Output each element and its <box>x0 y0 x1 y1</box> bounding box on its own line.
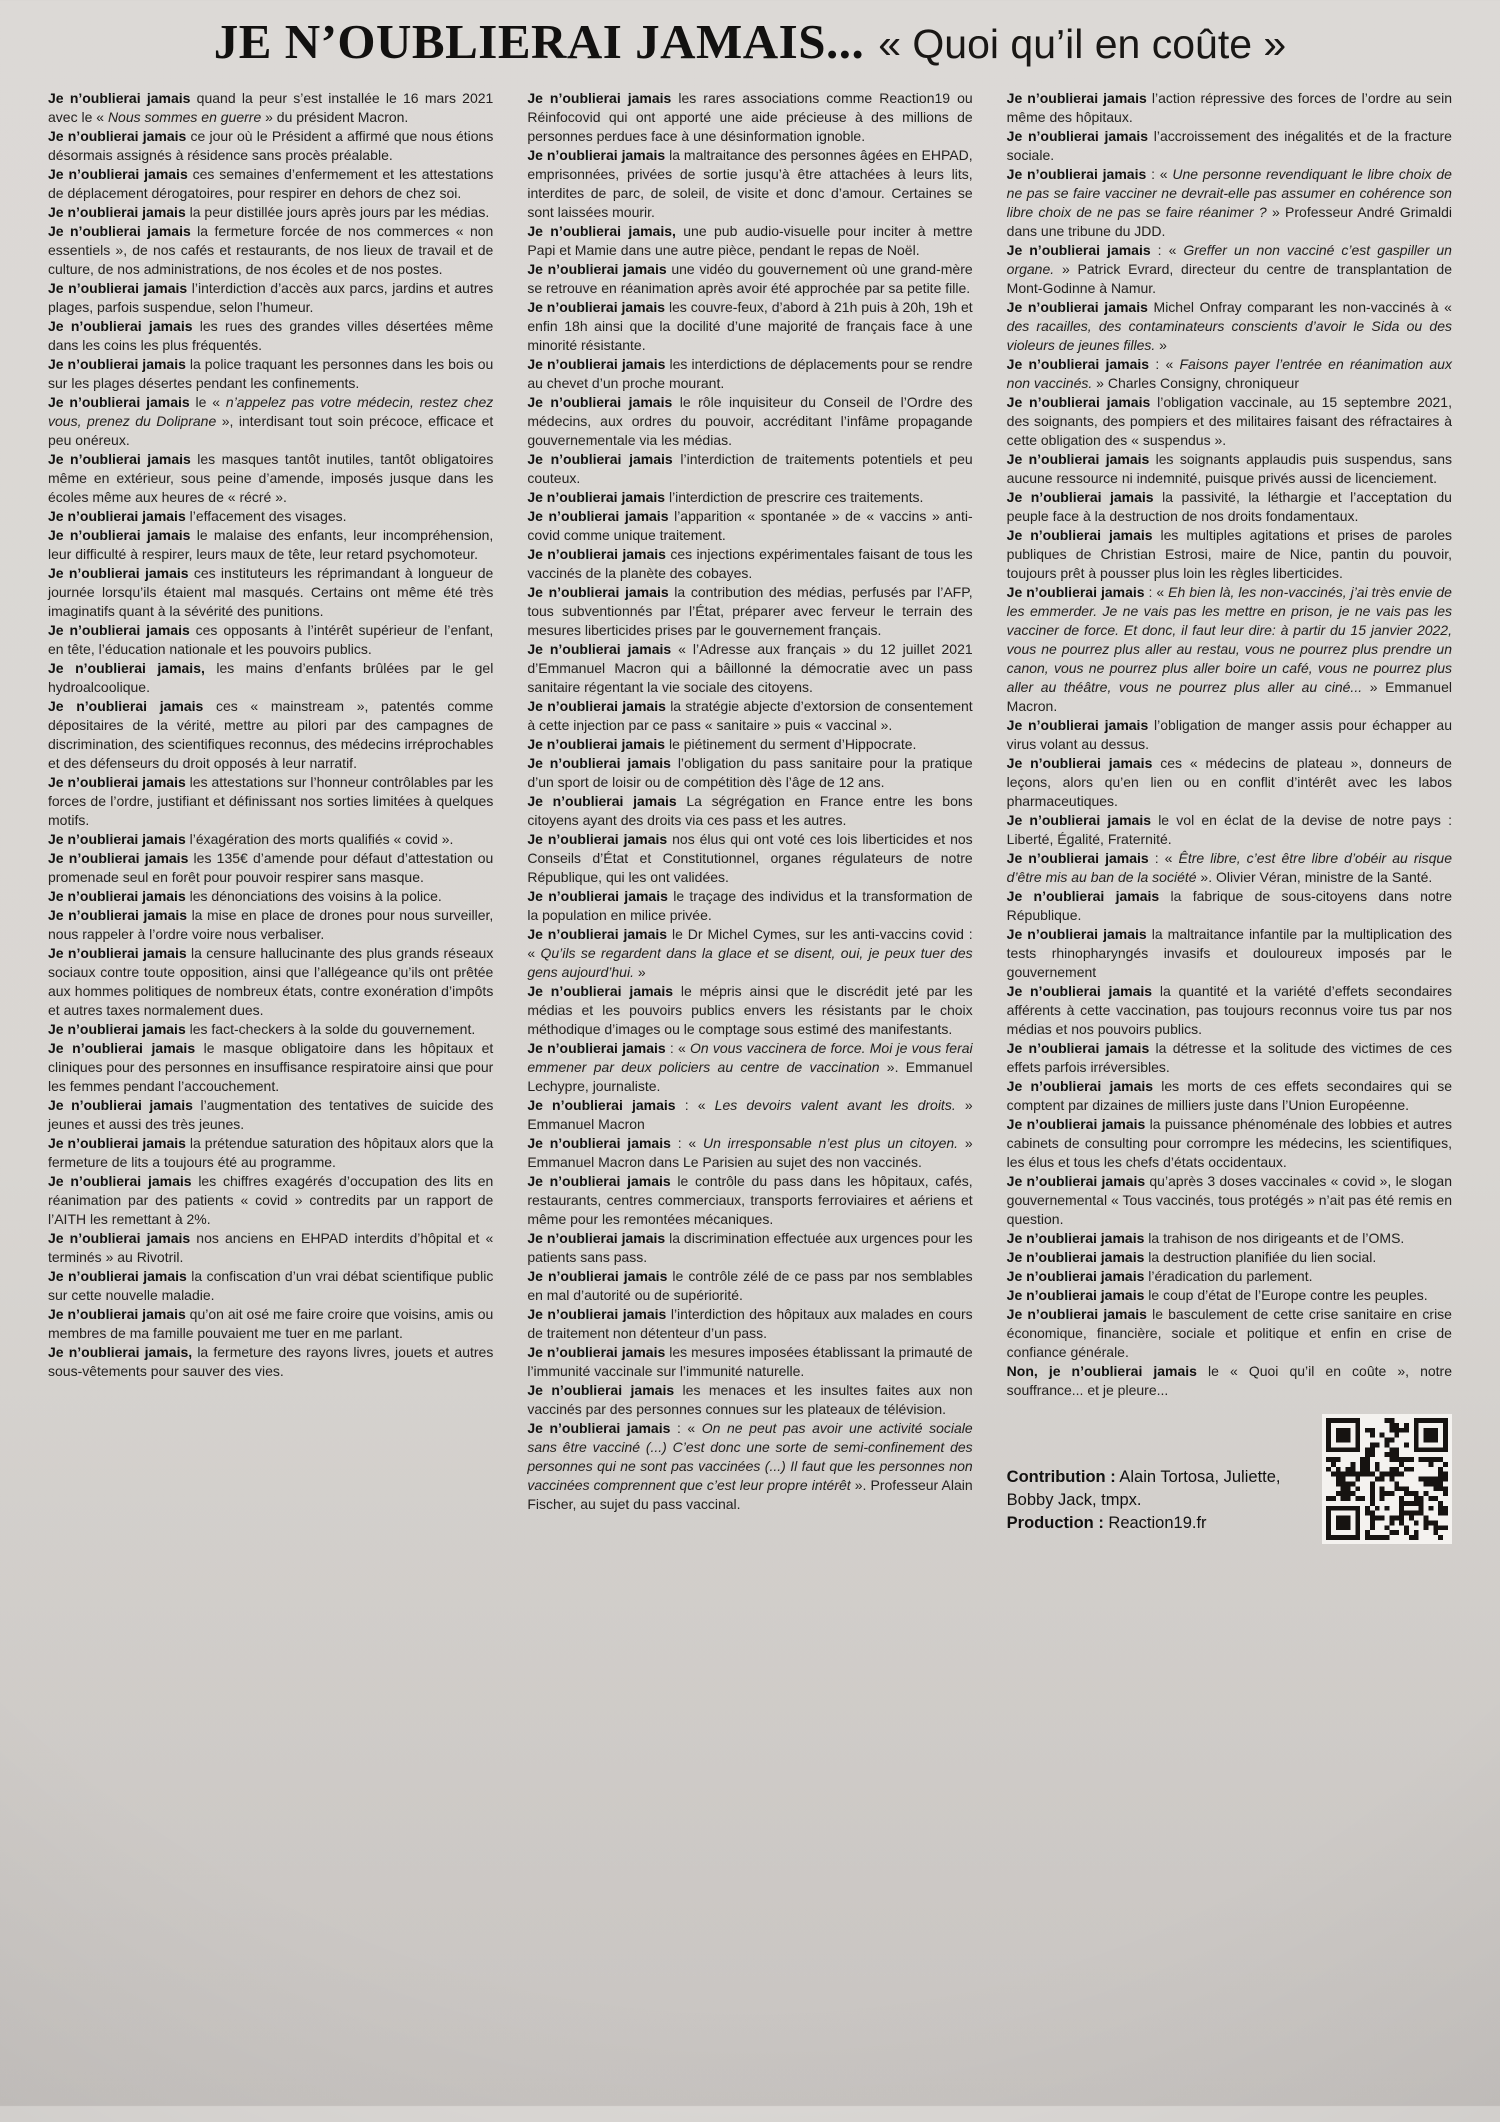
paragraph-lead: Non, je n’oublierai jamais <box>1006 1363 1197 1380</box>
paragraph: Je n’oublierai jamais Michel Onfray comparant les non-vaccinés à « des racailles, des contaminateurs conscients d’avoir le Sida ou des violeurs de jeunes filles. » <box>1006 299 1452 354</box>
paragraph: Je n’oublierai jamais La ségrégation en France entre les bons citoyens ayant des droits via ces pass et les autres. <box>527 793 973 829</box>
paragraph-lead: Je n’oublierai jamais <box>1006 584 1145 601</box>
paragraph-lead: Je n’oublierai jamais, <box>527 223 676 240</box>
paragraph-lead: Je n’oublierai jamais <box>1006 299 1148 316</box>
paragraph: Je n’oublierai jamais la destruction planifiée du lien social. <box>1006 1249 1377 1266</box>
paragraph-lead: Je n’oublierai jamais <box>48 223 191 240</box>
paragraph: Je n’oublierai jamais ces opposants à l’intérêt supérieur de l’enfant, en tête, l’éducation nationale et les pouvoirs publics. <box>48 622 494 658</box>
paragraph-lead: Je n’oublierai jamais <box>527 489 666 506</box>
credits-row <box>1007 1414 1452 1544</box>
paragraph: Je n’oublierai jamais l’interdiction de traitements potentiels et peu couteux. <box>527 451 973 487</box>
paragraph: Je n’oublierai jamais la contribution des médias, perfusés par l’AFP, tous subventionnés par l’État, préparer avec ferveur le terrain des mesures liberticides prises par le gouvernement français. <box>527 584 973 639</box>
paragraph-lead: Je n’oublierai jamais <box>527 546 666 563</box>
paragraph-lead: Je n’oublierai jamais <box>1006 717 1149 734</box>
paragraph-lead: Je n’oublierai jamais <box>48 394 190 411</box>
paragraph-lead: Je n’oublierai jamais <box>527 755 671 772</box>
paragraph: Je n’oublierai jamais la fabrique de sous-citoyens dans notre République. <box>1006 888 1452 924</box>
paragraph: Je n’oublierai jamais ce jour où le Président a affirmé que nous étions désormais assignés à résidence sans procès préalable. <box>48 128 494 164</box>
paragraph-lead: Je n’oublierai jamais <box>48 356 186 373</box>
paragraph-lead: Je n’oublierai jamais <box>1006 1173 1146 1190</box>
paragraph: Je n’oublierai jamais la détresse et la solitude des victimes de ces effets parfois irréversibles. <box>1006 1040 1452 1076</box>
paragraph: Je n’oublierai jamais les dénonciations des voisins à la police. <box>48 888 442 905</box>
paragraph-lead: Je n’oublierai jamais <box>48 945 187 962</box>
paragraph: Je n’oublierai jamais : « On vous vaccinera de force. Moi je vous ferai emmener par deux policiers au centre de vaccination ». Emmanuel Lechypre, journaliste. <box>527 1040 973 1095</box>
paragraph: Je n’oublierai jamais : « Greffer un non vacciné c’est gaspiller un organe. » Patrick Evrard, directeur du centre de transplantation de Mont-Godinne à Namur. <box>1006 242 1452 297</box>
paragraph-lead: Je n’oublierai jamais <box>527 261 667 278</box>
paragraph-lead: Je n’oublierai jamais <box>48 1097 193 1114</box>
production-line <box>1007 1512 1306 1535</box>
paragraph: Je n’oublierai jamais ces « médecins de plateau », donneurs de leçons, alors qu’en lien ou en conflit d’intérêt avec les labos pharmaceutiques. <box>1006 755 1452 810</box>
paragraph-lead: Je n’oublierai jamais <box>48 527 191 544</box>
paragraph: Je n’oublierai jamais les soignants applaudis puis suspendus, sans aucune ressource ni indemnité, puisque privés aussi de licenciement. <box>1006 451 1452 487</box>
paragraph: Je n’oublierai jamais quand la peur s’est installée le 16 mars 2021 avec le « Nous sommes en guerre » du président Macron. <box>48 90 494 126</box>
paragraph-lead: Je n’oublierai jamais <box>48 1040 196 1057</box>
paragraph: Je n’oublierai jamais les couvre-feux, d’abord à 21h puis à 20h, 19h et enfin 18h ainsi que la docilité d’une majorité de français face à une minorité résistante. <box>527 299 973 354</box>
paragraph-lead: Je n’oublierai jamais <box>527 584 669 601</box>
paragraph-lead: Je n’oublierai jamais <box>1006 755 1153 772</box>
paragraph-lead: Je n’oublierai jamais <box>527 1135 671 1152</box>
paragraph: Je n’oublierai jamais l’éradication du parlement. <box>1006 1268 1313 1285</box>
paragraph-lead: Je n’oublierai jamais <box>48 318 193 335</box>
paragraph: Je n’oublierai jamais qu’on ait osé me faire croire que voisins, amis ou membres de ma famille pouvaient me tuer en me parlant. <box>48 1306 494 1342</box>
paragraph: Je n’oublierai jamais l’obligation du pass sanitaire pour la pratique d’un sport de loisir ou de compétition dès l’âge de 12 ans. <box>527 755 973 791</box>
paragraph: Je n’oublierai jamais la maltraitance infantile par la multiplication des tests rhinopharyngés invasifs et douloureux imposés par le gouvernement <box>1006 926 1452 981</box>
paragraph: Je n’oublierai jamais l’obligation vaccinale, au 15 septembre 2021, des soignants, des pompiers et des militaires faisant des réfractaires à cette obligation des « suspendus ». <box>1006 394 1452 449</box>
paragraph-lead: Je n’oublierai jamais <box>1006 394 1151 411</box>
paragraph-lead: Je n’oublierai jamais <box>48 1021 186 1038</box>
paragraph: Je n’oublierai jamais la police traquant les personnes dans les bois ou sur les plages désertes pendant les confinements. <box>48 356 494 392</box>
paragraph: Je n’oublierai jamais les mesures imposées établissant la primauté de l’immunité vaccinale sur l’immunité naturelle. <box>527 1344 973 1380</box>
paragraph-lead: Je n’oublierai jamais <box>527 698 666 715</box>
paragraph: Je n’oublierai jamais la censure hallucinante des plus grands réseaux sociaux contre toute opposition, ainsi que l’allégeance qu’ils ont prêtée aux hommes politiques de nombreux états, contre exonération d’impôts et autres taxes normalement dues. <box>48 945 494 1019</box>
paragraph: Je n’oublierai jamais les chiffres exagérés d’occupation des lits en réanimation par des patients « covid » contredits par un rapport de l’AITH les remettant à 2%. <box>48 1173 494 1228</box>
paragraph-lead: Je n’oublierai jamais <box>48 1230 191 1247</box>
paragraph: Je n’oublierai jamais l’augmentation des tentatives de suicide des jeunes et aussi des très jeunes. <box>48 1097 494 1133</box>
paragraph-lead: Je n’oublierai jamais <box>527 90 672 107</box>
paragraph: Je n’oublierai jamais le basculement de cette crise sanitaire en crise économique, financière, sociale et politique et enfin en crise de confiance générale. <box>1006 1306 1452 1361</box>
paragraph: Je n’oublierai jamais le contrôle du pass dans les hôpitaux, cafés, restaurants, centres commerciaux, transports ferroviaires et aériens et même pour les remontées mécaniques. <box>527 1173 973 1228</box>
paragraph-lead: Je n’oublierai jamais <box>527 299 666 316</box>
paragraph: Je n’oublierai jamais la stratégie abjecte d’extorsion de consentement à cette injection par ce pass « sanitaire » puis « vaccinal ». <box>527 698 973 734</box>
paragraph: Je n’oublierai jamais, une pub audio-visuelle pour inciter à mettre Papi et Mamie dans une autre pièce, pendant le repas de Noël. <box>527 223 973 259</box>
paragraph-lead: Je n’oublierai jamais <box>48 1268 187 1285</box>
paragraph: Je n’oublierai jamais le coup d’état de l’Europe contre les peuples. <box>1006 1287 1428 1304</box>
paragraph: Je n’oublierai jamais ces instituteurs les réprimandant à longueur de journée lorsqu’ils étaient mal masqués. Certains ont même été très imaginatifs quant à la sévérité des punitions. <box>48 565 494 620</box>
paragraph-lead: Je n’oublierai jamais <box>48 204 186 221</box>
qr-code-image <box>1326 1418 1448 1540</box>
paragraph-lead: Je n’oublierai jamais <box>527 736 666 753</box>
paragraph-lead: Je n’oublierai jamais <box>1006 527 1153 544</box>
paragraph: Je n’oublierai jamais les attestations sur l’honneur contrôlables par les forces de l’ordre, justifiant et définissant nos sorties limitées à quelques motifs. <box>48 774 494 829</box>
paragraph: Je n’oublierai jamais la prétendue saturation des hôpitaux alors que la fermeture de lits a toujours été au programme. <box>48 1135 494 1171</box>
paragraph: Je n’oublierai jamais les multiples agitations et prises de paroles publiques de Christian Estrosi, maire de Nice, pantin du pouvoir, toujours prêt à pousser plus loin les règles liberticides. <box>1006 527 1452 582</box>
paragraph-lead: Je n’oublierai jamais <box>48 565 189 582</box>
paragraph: Je n’oublierai jamais l’effacement des visages. <box>48 508 347 525</box>
paragraph: Je n’oublierai jamais la peur distillée jours après jours par les médias. <box>48 204 490 221</box>
paragraph-lead: Je n’oublierai jamais <box>527 1173 671 1190</box>
paragraph-lead: Je n’oublierai jamais <box>48 774 186 791</box>
paragraph: Je n’oublierai jamais le traçage des individus et la transformation de la population en milice privée. <box>527 888 973 924</box>
paragraph: Je n’oublierai jamais les fact-checkers à la solde du gouvernement. <box>48 1021 476 1038</box>
paragraph: Je n’oublierai jamais la confiscation d’un vrai débat scientifique public sur cette nouvelle maladie. <box>48 1268 494 1304</box>
paragraph: Je n’oublierai jamais l’accroissement des inégalités et de la fracture sociale. <box>1006 128 1452 164</box>
paragraph-lead: Je n’oublierai jamais <box>48 280 188 297</box>
paragraph-lead: Je n’oublierai jamais <box>527 793 677 810</box>
paragraph: Je n’oublierai jamais les masques tantôt inutiles, tantôt obligatoires même en extérieur, sous peine d’amende, imposés jusque dans les écoles même aux heures de « récré ». <box>48 451 494 506</box>
paragraph-lead: Je n’oublierai jamais <box>527 641 672 658</box>
paragraph-lead: Je n’oublierai jamais <box>527 508 669 525</box>
paragraph-lead: Je n’oublierai jamais <box>1006 850 1149 867</box>
paragraph: Je n’oublierai jamais : « Eh bien là, les non-vaccinés, j’ai très envie de les emmerder. Je ne vais pas les mettre en prison, je ne vais pas les vacciner de force. Et donc, il faut leur dire: à partir du 15 janvier 2022, vous ne pourrez plus aller au restau, vous ne pourrez plus prendre un canon, vous ne pourrez plus aller boire un café, vous ne pourrez plus aller au théâtre, vous ne pourrez plus aller au ciné... » Emmanuel Macron. <box>1006 584 1452 715</box>
paragraph: Je n’oublierai jamais nos anciens en EHPAD interdits d’hôpital et « terminés » au Rivotril. <box>48 1230 494 1266</box>
paragraph-lead: Je n’oublierai jamais <box>527 356 666 373</box>
paragraph-lead: Je n’oublierai jamais <box>1006 242 1151 259</box>
paragraph-lead: Je n’oublierai jamais <box>1006 128 1149 145</box>
paragraph-lead: Je n’oublierai jamais <box>48 1135 186 1152</box>
paragraph-lead: Je n’oublierai jamais <box>527 451 673 468</box>
paragraph-lead: Je n’oublierai jamais <box>527 147 666 164</box>
paragraph: Je n’oublierai jamais l’action répressive des forces de l’ordre au sein même des hôpitaux. <box>1006 90 1452 126</box>
paragraph-lead: Je n’oublierai jamais <box>527 1382 675 1399</box>
paragraph-lead: Je n’oublierai jamais <box>48 831 186 848</box>
paragraph-lead: Je n’oublierai jamais <box>1006 1306 1147 1323</box>
paragraph-lead: Je n’oublierai jamais <box>1006 812 1151 829</box>
paragraph-lead: Je n’oublierai jamais <box>48 128 187 145</box>
paragraph-lead: Je n’oublierai jamais <box>1006 1078 1154 1095</box>
paragraph-lead: Je n’oublierai jamais <box>48 1173 192 1190</box>
paragraph: Je n’oublierai jamais « l’Adresse aux français » du 12 juillet 2021 d’Emmanuel Macron qui a bâillonné la démocratie avec un pass sanitaire régentant la vie sociale des citoyens. <box>527 641 973 696</box>
paragraph: Je n’oublierai jamais les menaces et les insultes faites aux non vaccinés par des personnes connues sur les plateaux de télévision. <box>527 1382 973 1418</box>
paragraph: Je n’oublierai jamais l’interdiction de prescrire ces traitements. <box>527 489 924 506</box>
paragraph: Je n’oublierai jamais le malaise des enfants, leur incompréhension, leur difficulté à respirer, leurs maux de tête, leur retard psychomoteur. <box>48 527 494 563</box>
paragraph: Je n’oublierai jamais les 135€ d’amende pour défaut d’attestation ou promenade seul en forêt pour pouvoir respirer sans masque. <box>48 850 494 886</box>
paragraph-lead: Je n’oublierai jamais <box>48 451 191 468</box>
paragraph-lead: Je n’oublierai jamais <box>1006 356 1150 373</box>
paragraph-lead: Je n’oublierai jamais <box>527 1268 668 1285</box>
paragraph-lead: Je n’oublierai jamais <box>48 698 204 715</box>
title-main: JE N’OUBLIERAI JAMAIS... <box>213 14 865 69</box>
paragraph-lead: Je n’oublierai jamais <box>527 983 674 1000</box>
paragraph-lead: Je n’oublierai jamais <box>1006 489 1154 506</box>
paragraph: Je n’oublierai jamais les morts de ces effets secondaires qui se comptent par dizaines de milliers juste dans l’Union Européenne. <box>1006 1078 1452 1114</box>
paragraph: Je n’oublierai jamais la mise en place de drones pour nous surveiller, nous rappeler à l’ordre voire nous verbaliser. <box>48 907 494 943</box>
paragraph-lead: Je n’oublierai jamais <box>527 1306 667 1323</box>
paragraph: Je n’oublierai jamais le mépris ainsi que le discrédit jeté par les médias et les pouvoirs publics envers les résistants par le choix méthodique d’images ou le comptage sous estimé des manifestants. <box>527 983 973 1038</box>
paragraph: Je n’oublierai jamais, la fermeture des rayons livres, jouets et autres sous-vêtements pour sauver des vies. <box>48 1344 494 1380</box>
paragraph-lead: Je n’oublierai jamais <box>527 888 668 905</box>
production-label: Production : <box>1006 1514 1104 1533</box>
paragraph-lead: Je n’oublierai jamais <box>48 90 191 107</box>
paragraph-lead: Je n’oublierai jamais <box>527 1344 666 1361</box>
paragraph: Je n’oublierai jamais l’interdiction des hôpitaux aux malades en cours de traitement non détenteur d’un pass. <box>527 1306 973 1342</box>
paragraph: Je n’oublierai jamais l’éxagération des morts qualifiés « covid ». <box>48 831 454 848</box>
paragraph: Je n’oublierai jamais ces « mainstream », patentés comme dépositaires de la vérité, mettre au pilori par des campagnes de discrimination, des scientifiques reconnus, des médecins irréprochables et des défenseurs du droit opposés à leur narratif. <box>48 698 494 772</box>
paragraph-lead: Je n’oublierai jamais <box>48 1306 186 1323</box>
paragraph: Je n’oublierai jamais, les mains d’enfants brûlées par le gel hydroalcoolique. <box>48 660 494 696</box>
column-2 <box>527 89 972 1544</box>
paragraph-lead: Je n’oublierai jamais <box>1006 983 1153 1000</box>
paragraph-lead: Je n’oublierai jamais <box>1006 1268 1145 1285</box>
paragraph: Je n’oublierai jamais le contrôle zélé de ce pass par nos semblables en mal d’autorité ou de supériorité. <box>527 1268 973 1304</box>
contribution-line <box>1007 1466 1306 1512</box>
paragraph-lead: Je n’oublierai jamais <box>1006 1116 1146 1133</box>
paragraph: Je n’oublierai jamais ces injections expérimentales faisant de tous les vaccinés de la planète des cobayes. <box>527 546 973 582</box>
paragraph-lead: Je n’oublierai jamais <box>1006 1040 1150 1057</box>
paragraph: Je n’oublierai jamais le piétinement du serment d’Hippocrate. <box>527 736 917 753</box>
paragraph: Je n’oublierai jamais la quantité et la variété d’effets secondaires afférents à cette vaccination, pas toujours reconnus voire tus par nos médias et nos pouvoirs publics. <box>1006 983 1452 1038</box>
paragraph: Je n’oublierai jamais la fermeture forcée de nos commerces « non essentiels », de nos cafés et restaurants, de nos lieux de travail et de culture, de nos administrations, de nos écoles et de nos postes. <box>48 223 494 278</box>
qr-code <box>1322 1414 1452 1544</box>
paragraph: Je n’oublierai jamais le rôle inquisiteur du Conseil de l’Ordre des médecins, aux ordres du pouvoir, accréditant l’infâme propagande gouvernementale via les médias. <box>527 394 973 449</box>
paragraph: Je n’oublierai jamais la passivité, la léthargie et l’acceptation du peuple face à la destruction de nos droits fondamentaux. <box>1006 489 1452 525</box>
paragraph-lead: Je n’oublierai jamais, <box>48 660 205 677</box>
column-1 <box>48 89 493 1544</box>
credits <box>1007 1466 1306 1535</box>
paragraph-lead: Je n’oublierai jamais <box>48 850 189 867</box>
paragraph: Je n’oublierai jamais les rues des grandes villes désertées même dans les coins les plus fréquentés. <box>48 318 494 354</box>
paragraph: Non, je n’oublierai jamais le « Quoi qu’il en coûte », notre souffrance... et je pleure... <box>1006 1363 1452 1399</box>
paragraph: Je n’oublierai jamais qu’après 3 doses vaccinales « covid », le slogan gouvernemental « Tous vaccinés, tous protégés » n’ait pas été remis en question. <box>1006 1173 1452 1228</box>
paragraph: Je n’oublierai jamais : « Être libre, c’est être libre d’obéir au risque d’être mis au ban de la société ». Olivier Véran, ministre de la Santé. <box>1006 850 1452 886</box>
paragraph-lead: Je n’oublierai jamais <box>1006 1230 1145 1247</box>
paragraph: Je n’oublierai jamais la discrimination effectuée aux urgences pour les patients sans pass. <box>527 1230 973 1266</box>
title-subtitle: « Quoi qu’il en coûte » <box>878 21 1287 67</box>
column-3 <box>1007 89 1452 1544</box>
paragraph: Je n’oublierai jamais nos élus qui ont voté ces lois liberticides et nos Conseils d’État et Constitutionnel, organes régulateurs de notre République, qui les ont validées. <box>527 831 973 886</box>
paragraph-lead: Je n’oublierai jamais <box>1006 90 1147 107</box>
paragraph-lead: Je n’oublierai jamais <box>48 888 186 905</box>
paragraph: Je n’oublierai jamais : « Faisons payer l’entrée en réanimation aux non vaccinés. » Charles Consigny, chroniqueur <box>1006 356 1452 392</box>
paragraph-lead: Je n’oublierai jamais <box>527 394 673 411</box>
paragraph: Je n’oublierai jamais : « Une personne revendiquant le libre choix de ne pas se faire vacciner ne devrait-elle pas assumer en cohérence son libre choix de ne pas se faire réanimer ? » Professeur André Grimaldi dans une tribune du JDD. <box>1006 166 1452 240</box>
paragraph: Je n’oublierai jamais : « Les devoirs valent avant les droits. » Emmanuel Macron <box>527 1097 973 1133</box>
paragraph-lead: Je n’oublierai jamais <box>48 508 186 525</box>
paragraph-lead: Je n’oublierai jamais <box>1006 166 1147 183</box>
paragraph: Je n’oublierai jamais une vidéo du gouvernement où une grand-mère se retrouve en réanimation après avoir été approchée par sa petite fille. <box>527 261 973 297</box>
page-title <box>0 16 1500 67</box>
paragraph: Je n’oublierai jamais l’obligation de manger assis pour échapper au virus volant au dessus. <box>1006 717 1452 753</box>
paragraph-lead: Je n’oublierai jamais <box>1006 1249 1145 1266</box>
paragraph: Je n’oublierai jamais : « On ne peut pas avoir une activité sociale sans être vacciné (...) C’est donc une sorte de semi-confinement des personnes qui ne sont pas vaccinées (...) Il faut que les personnes non vaccinées comprennent que c’est leur propre intérêt ». Professeur Alain Fischer, au sujet du pass vaccinal. <box>527 1420 973 1513</box>
paragraph: Je n’oublierai jamais le vol en éclat de la devise de notre pays : Liberté, Égalité, Fraternité. <box>1006 812 1452 848</box>
paragraph: Je n’oublierai jamais le masque obligatoire dans les hôpitaux et cliniques pour des personnes en insuffisance respiratoire ainsi que pour les femmes pendant l’accouchement. <box>48 1040 494 1095</box>
paragraph: Je n’oublierai jamais l’interdiction d’accès aux parcs, jardins et autres plages, parfois suspendue, selon l’humeur. <box>48 280 494 316</box>
paragraph-lead: Je n’oublierai jamais <box>48 166 188 183</box>
contribution-label: Contribution : <box>1006 1468 1116 1487</box>
paragraph: Je n’oublierai jamais les interdictions de déplacements pour se rendre au chevet d’un proche mourant. <box>527 356 973 392</box>
document-page <box>0 16 1500 2122</box>
paragraph: Je n’oublierai jamais les rares associations comme Reaction19 ou Réinfocovid qui ont apporté une aide précieuse à des millions de personnes perdues face à une désinformation ignoble. <box>527 90 973 145</box>
paragraph-lead: Je n’oublierai jamais <box>48 622 190 639</box>
paragraph: Je n’oublierai jamais ces semaines d’enfermement et les attestations de déplacement dérogatoires, pour respirer en dehors de chez soi. <box>48 166 494 202</box>
paragraph-lead: Je n’oublierai jamais <box>527 926 668 943</box>
three-column-body <box>0 67 1500 1544</box>
paragraph: Je n’oublierai jamais la puissance phénoménale des lobbies et autres cabinets de consulting pour corrompre les médecins, les scientifiques, les élus et tous les chefs d’états occidentaux. <box>1006 1116 1452 1171</box>
contribution-value: Alain Tortosa, Juliette, Bobby Jack, tmpx. <box>1006 1468 1281 1510</box>
paragraph: Je n’oublierai jamais la maltraitance des personnes âgées en EHPAD, emprisonnées, privées de sortie jusqu’à être attachées à leurs lits, interdites de parc, de soleil, de visite et donc d’amour. Certaines se sont laissées mourir. <box>527 147 973 221</box>
paragraph-lead: Je n’oublierai jamais <box>527 1097 676 1114</box>
paragraph-lead: Je n’oublierai jamais <box>1006 888 1160 905</box>
paragraph-lead: Je n’oublierai jamais <box>48 907 188 924</box>
paragraph: Je n’oublierai jamais le Dr Michel Cymes, sur les anti-vaccins covid : « Qu’ils se regardent dans la glace et se disent, oui, je peux tuer des gens aujourd’hui. » <box>527 926 973 981</box>
paragraph-lead: Je n’oublierai jamais <box>527 1230 666 1247</box>
production-value: Reaction19.fr <box>1103 1514 1207 1533</box>
paragraph: Je n’oublierai jamais : « Un irresponsable n’est plus un citoyen. » Emmanuel Macron dans Le Parisien au sujet des non vaccinés. <box>527 1135 973 1171</box>
paragraph-lead: Je n’oublierai jamais, <box>48 1344 193 1361</box>
paragraph-lead: Je n’oublierai jamais <box>1006 451 1150 468</box>
paragraph-lead: Je n’oublierai jamais <box>1006 926 1147 943</box>
paragraph-lead: Je n’oublierai jamais <box>527 831 668 848</box>
paragraph: Je n’oublierai jamais la trahison de nos dirigeants et de l’OMS. <box>1006 1230 1405 1247</box>
paragraph-lead: Je n’oublierai jamais <box>527 1420 671 1437</box>
paragraph-lead: Je n’oublierai jamais <box>527 1040 666 1057</box>
paragraph-lead: Je n’oublierai jamais <box>1006 1287 1145 1304</box>
paragraph: Je n’oublierai jamais l’apparition « spontanée » de « vaccins » anti-covid comme unique traitement. <box>527 508 973 544</box>
paragraph: Je n’oublierai jamais le « n’appelez pas votre médecin, restez chez vous, prenez du Doliprane », interdisant tout soin précoce, efficace et peu onéreux. <box>48 394 494 449</box>
